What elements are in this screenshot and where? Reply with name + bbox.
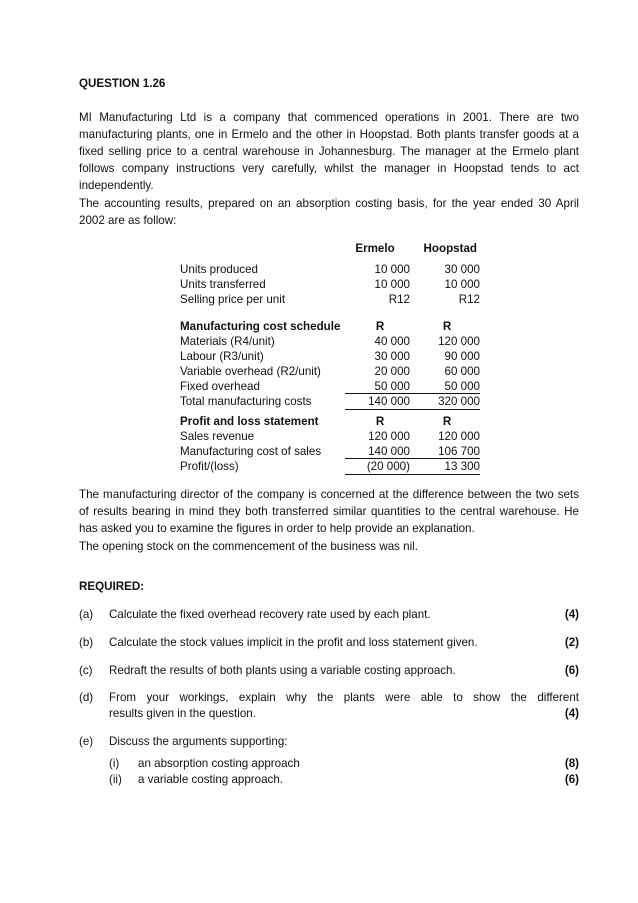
required-item-d: (d) From your workings, explain why the plants were able to show the different results given in the question. (4) bbox=[79, 691, 579, 720]
required-title: REQUIRED: bbox=[79, 580, 145, 593]
col-header-hoopstad: Hoopstad bbox=[423, 242, 477, 255]
table-section-header: Profit and loss statement R R bbox=[180, 415, 452, 428]
table-row: Units produced 10 000 30 000 bbox=[180, 263, 480, 276]
table-row: Manufacturing cost of sales 140 000 106 700 bbox=[180, 445, 480, 458]
accounting-paragraph: The accounting results, prepared on an absorption costing basis, for the year ended 30 April 2002 are as follow: bbox=[79, 197, 579, 227]
table-row: Sales revenue 120 000 120 000 bbox=[180, 430, 480, 443]
table-row: Labour (R3/unit) 30 000 90 000 bbox=[180, 350, 480, 363]
required-item-c: (c) Redraft the results of both plants using a variable costing approach. (6) bbox=[79, 664, 579, 677]
col-header-ermelo: Ermelo bbox=[355, 242, 395, 255]
required-item-a: (a) Calculate the fixed overhead recovery rate used by each plant. (4) bbox=[79, 608, 579, 621]
table-row: Variable overhead (R2/unit) 20 000 60 000 bbox=[180, 365, 480, 378]
director-paragraph: The manufacturing director of the company is concerned at the difference between the two sets of results bearing in mind they both transferred similar quantities to the central warehouse. He has asked you to examine the figures in order to help provide an explanation. bbox=[79, 488, 579, 535]
table-row: Units transferred 10 000 10 000 bbox=[180, 278, 480, 291]
table-header-row bbox=[180, 241, 480, 256]
table-row: Fixed overhead 50 000 50 000 bbox=[180, 380, 480, 393]
table-row-total: Total manufacturing costs 140 000 320 000 bbox=[180, 395, 480, 408]
total-rule bbox=[345, 409, 480, 410]
table-section-header: Manufacturing cost schedule R R bbox=[180, 320, 452, 333]
intro-paragraph: MI Manufacturing Ltd is a company that commenced operations in 2001. There are two manufacturing plants, one in Ermelo and the other in Hoopstad. Both plants transfer goods at a fixed selling price to a central warehouse in Johannesburg. The manager at the Ermelo plant follows company instructions very carefully, whilst the manager in Hoopstad tends to act independently. bbox=[79, 111, 579, 192]
results-table bbox=[180, 241, 480, 471]
required-item-e: (e) Discuss the arguments supporting: bbox=[79, 735, 288, 748]
table-row-total: Profit/(loss) (20 000) 13 300 bbox=[180, 460, 480, 473]
table-row: Materials (R4/unit) 40 000 120 000 bbox=[180, 335, 480, 348]
question-title: QUESTION 1.26 bbox=[79, 77, 166, 90]
table-row: Selling price per unit R12 R12 bbox=[180, 293, 480, 306]
sub-item-i: (i) an absorption costing approach (8) bbox=[109, 757, 579, 770]
sub-item-ii: (ii) a variable costing approach. (6) bbox=[109, 773, 579, 786]
opening-stock-paragraph: The opening stock on the commencement of the business was nil. bbox=[79, 540, 418, 553]
total-rule bbox=[345, 474, 480, 475]
required-item-b: (b) Calculate the stock values implicit in the profit and loss statement given. (2) bbox=[79, 636, 579, 649]
